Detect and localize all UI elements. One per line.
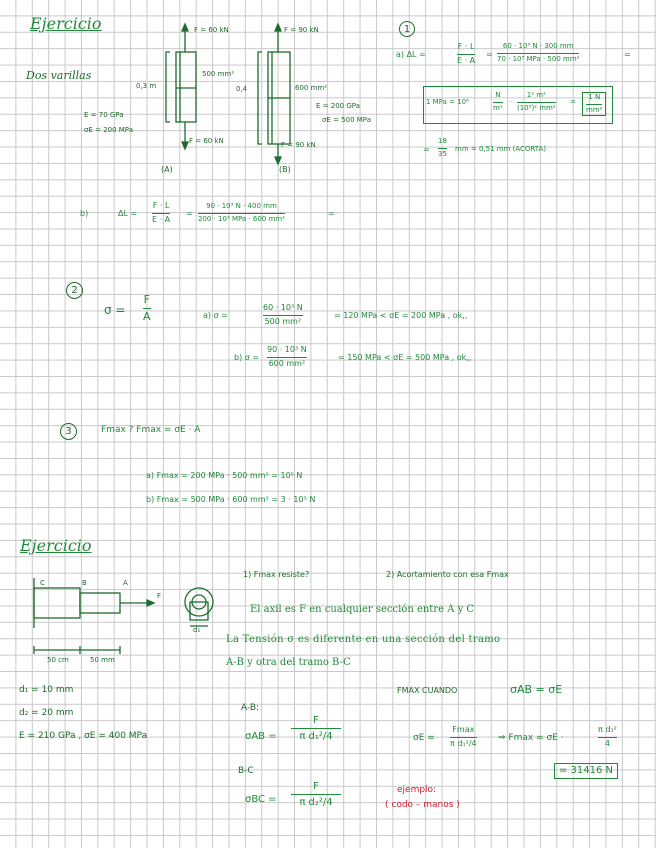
question-3-marker: 3: [60, 423, 77, 440]
q1a-result-fraction: 18 35: [438, 137, 447, 158]
rod-a-force-top: F = 60 kN: [194, 26, 229, 34]
notebook-page: Ejercicio Dos varillas E = 70 GPa σE = 200 MPa F = 60 kN F = 60 kN F = 90 kN F = 90 kN 0,3 m 0,4 500 mm² 600 mm² E = 200 GPa σE = 500 MPa (A) (B) 1 a) ΔL = F · L E · A = 60 · 10³ N · 300 mm 70 · 10³ MPa · 500 mm² = 1 MPa = 10⁶ N m² · 1² m² (10³)² mm² = 1 N mm² = 18 35 mm = 0,51 mm (ACORTA) b) ΔL = F · L E · A = 90 · 10³ N · 400 mm 200 · 10³ MPa · 600 mm² = 2 σ = F A a) σ = 60 · 10³ N 500 mm² = 120 MPa < σE = 200 MPa , ok,, b) σ = 90 · 10³ N 600 mm² = 150 MPa < σE = 500 MPa , ok,, 3 Fmax ? Fmax = σE · A a) Fmax = 200 MPa · 500 mm² = 10⁵ N b) Fmax = 500 MPa · 600 mm² = 3 · 10⁵ N Ejercicio C B A F 50 cm 50 mm d₁ d₁ = 10 mm d₂ = 20 mm E = 210 GPa , σE = 400 MPa 1) Fmax resiste? 2) Acortamiento con esa Fmax El axil es F en cualquier sección entre A y C La Tensión σ es diferente en una sección del tramo A-B y otra del tramo B-C A-B: σAB = F π d₁²/4 B-C σBC = F π d₂²/4 FMAX CUANDO σAB = σE σE = Fmax π d₁²/4 ⇒ Fmax = σE · π d₁² 4 = 31416 N ejemplo: ( codo – manos ): [0, 0, 656, 848]
note-line-1: El axil es F en cualquier sección entre A y C: [250, 604, 475, 615]
given-e-sigma: E = 210 GPa , σE = 400 MPa: [19, 731, 148, 741]
stepped-bar-figure: [22, 578, 262, 668]
conversion-lhs: 1 MPa = 10⁶: [426, 98, 469, 106]
segment-bc-label: B-C: [238, 766, 254, 776]
fmax-when-label: FMAX CUANDO: [397, 686, 458, 695]
q1b-eq: ΔL =: [118, 209, 138, 218]
dim-bc-label: 50 cm: [47, 656, 69, 664]
example-label: ejemplo:: [397, 785, 437, 795]
dim-ab-label: 50 mm: [90, 656, 115, 664]
ex2-question-2: 2) Acortamiento con esa Fmax: [386, 570, 509, 579]
sigma-definition-fraction: F A: [143, 293, 151, 324]
rod-b-label: (B): [279, 165, 291, 174]
point-b-label: B: [82, 579, 87, 587]
rod-a-area: 500 mm²: [202, 70, 235, 78]
rod-b-force-bottom: F = 90 kN: [281, 141, 316, 149]
segment-ab-label: A-B:: [241, 703, 260, 713]
exercise-1-title: Ejercicio: [30, 14, 102, 33]
given-d1: d₁ = 10 mm: [19, 685, 74, 695]
q2a-label: a) σ =: [203, 311, 228, 320]
fmax-eq-fraction: Fmax π d₁²/4: [450, 725, 477, 748]
rod-a-label: (A): [161, 165, 173, 174]
rod-a-modulus: E = 70 GPa: [84, 111, 124, 119]
q2b-result: = 150 MPa < σE = 500 MPa , ok,,: [338, 353, 472, 362]
example-note: ( codo – manos ): [385, 800, 460, 810]
section-diameter-label: d₁: [193, 626, 201, 634]
q1a-values-fraction: 60 · 10³ N · 300 mm 70 · 10³ MPa · 500 mm²: [497, 42, 580, 63]
rod-a-yield: σE = 200 MPa: [84, 126, 133, 134]
exercise-2-title: Ejercicio: [20, 536, 92, 555]
sigma-definition-lhs: σ =: [104, 303, 126, 317]
rod-b-length: 0,4: [236, 85, 248, 93]
rod-b-area: 600 mm²: [295, 84, 328, 92]
question-2-marker: 2: [66, 282, 83, 299]
ex2-question-1: 1) Fmax resiste?: [243, 570, 310, 579]
note-line-2: La Tensión σ es diferente en una sección del tramo: [226, 634, 501, 645]
rods-figure: [150, 20, 350, 170]
q1a-formula-fraction: F · L E · A: [457, 42, 476, 65]
q3a-line: a) Fmax = 200 MPa · 500 mm² = 10⁵ N: [146, 471, 303, 480]
rod-b-yield: σE = 500 MPa: [322, 116, 371, 124]
sigma-bc-lhs: σBC =: [245, 794, 277, 805]
q1a-result: mm = 0,51 mm (ACORTA): [455, 145, 547, 153]
fmax-eq-lhs: σE =: [413, 733, 435, 743]
note-line-3: A-B y otra del tramo B-C: [226, 657, 351, 668]
sigma-bc-fraction: F π d₂²/4: [291, 781, 341, 808]
q2a-result: = 120 MPa < σE = 200 MPa , ok,,: [334, 311, 468, 320]
sigma-ab-fraction: F π d₁²/4: [291, 715, 341, 742]
q2b-label: b) σ =: [234, 353, 260, 362]
rod-b-force-top: F = 90 kN: [284, 26, 319, 34]
fmax-condition: σAB = σE: [510, 683, 563, 696]
q2b-fraction: 90 · 10³ N 600 mm²: [267, 345, 307, 368]
sigma-ab-lhs: σAB =: [245, 731, 277, 742]
rod-b-modulus: E = 200 GPa: [316, 102, 360, 110]
intro-text: Dos varillas: [26, 69, 92, 82]
conversion-frac-1: N m²: [493, 91, 503, 112]
conversion-frac-3: 1 N mm²: [582, 92, 606, 116]
q1a-result-equals: =: [423, 145, 430, 154]
rod-a-length: 0,3 m: [136, 82, 157, 90]
question-1-marker: 1: [399, 21, 415, 37]
given-d2: d₂ = 20 mm: [19, 708, 74, 718]
rod-a-force-bottom: F = 60 kN: [189, 137, 224, 145]
q3b-line: b) Fmax = 500 MPa · 600 mm² = 3 · 10⁵ N: [146, 495, 316, 504]
force-label: F: [157, 592, 162, 600]
q1a-label: a) ΔL =: [396, 50, 426, 59]
fmax-eq-mid: ⇒ Fmax = σE ·: [498, 733, 564, 743]
q1b-label: b): [80, 209, 89, 218]
conversion-frac-2: 1² m² (10³)² mm²: [517, 91, 556, 112]
point-c-label: C: [40, 579, 45, 587]
fmax-result: = 31416 N: [554, 763, 618, 779]
q3-question: Fmax ? Fmax = σE · A: [101, 425, 201, 435]
q1b-end: =: [328, 209, 335, 218]
cross-section-figure: [182, 580, 222, 640]
q2a-fraction: 60 · 10³ N 500 mm²: [263, 303, 303, 326]
q1b-values-fraction: 90 · 10³ N · 400 mm 200 · 10³ MPa · 600 mm²: [198, 202, 285, 223]
point-a-label: A: [123, 579, 128, 587]
fmax-eq-fraction-2: π d₁² 4: [598, 725, 617, 748]
q1b-formula-fraction: F · L E · A: [152, 201, 171, 224]
